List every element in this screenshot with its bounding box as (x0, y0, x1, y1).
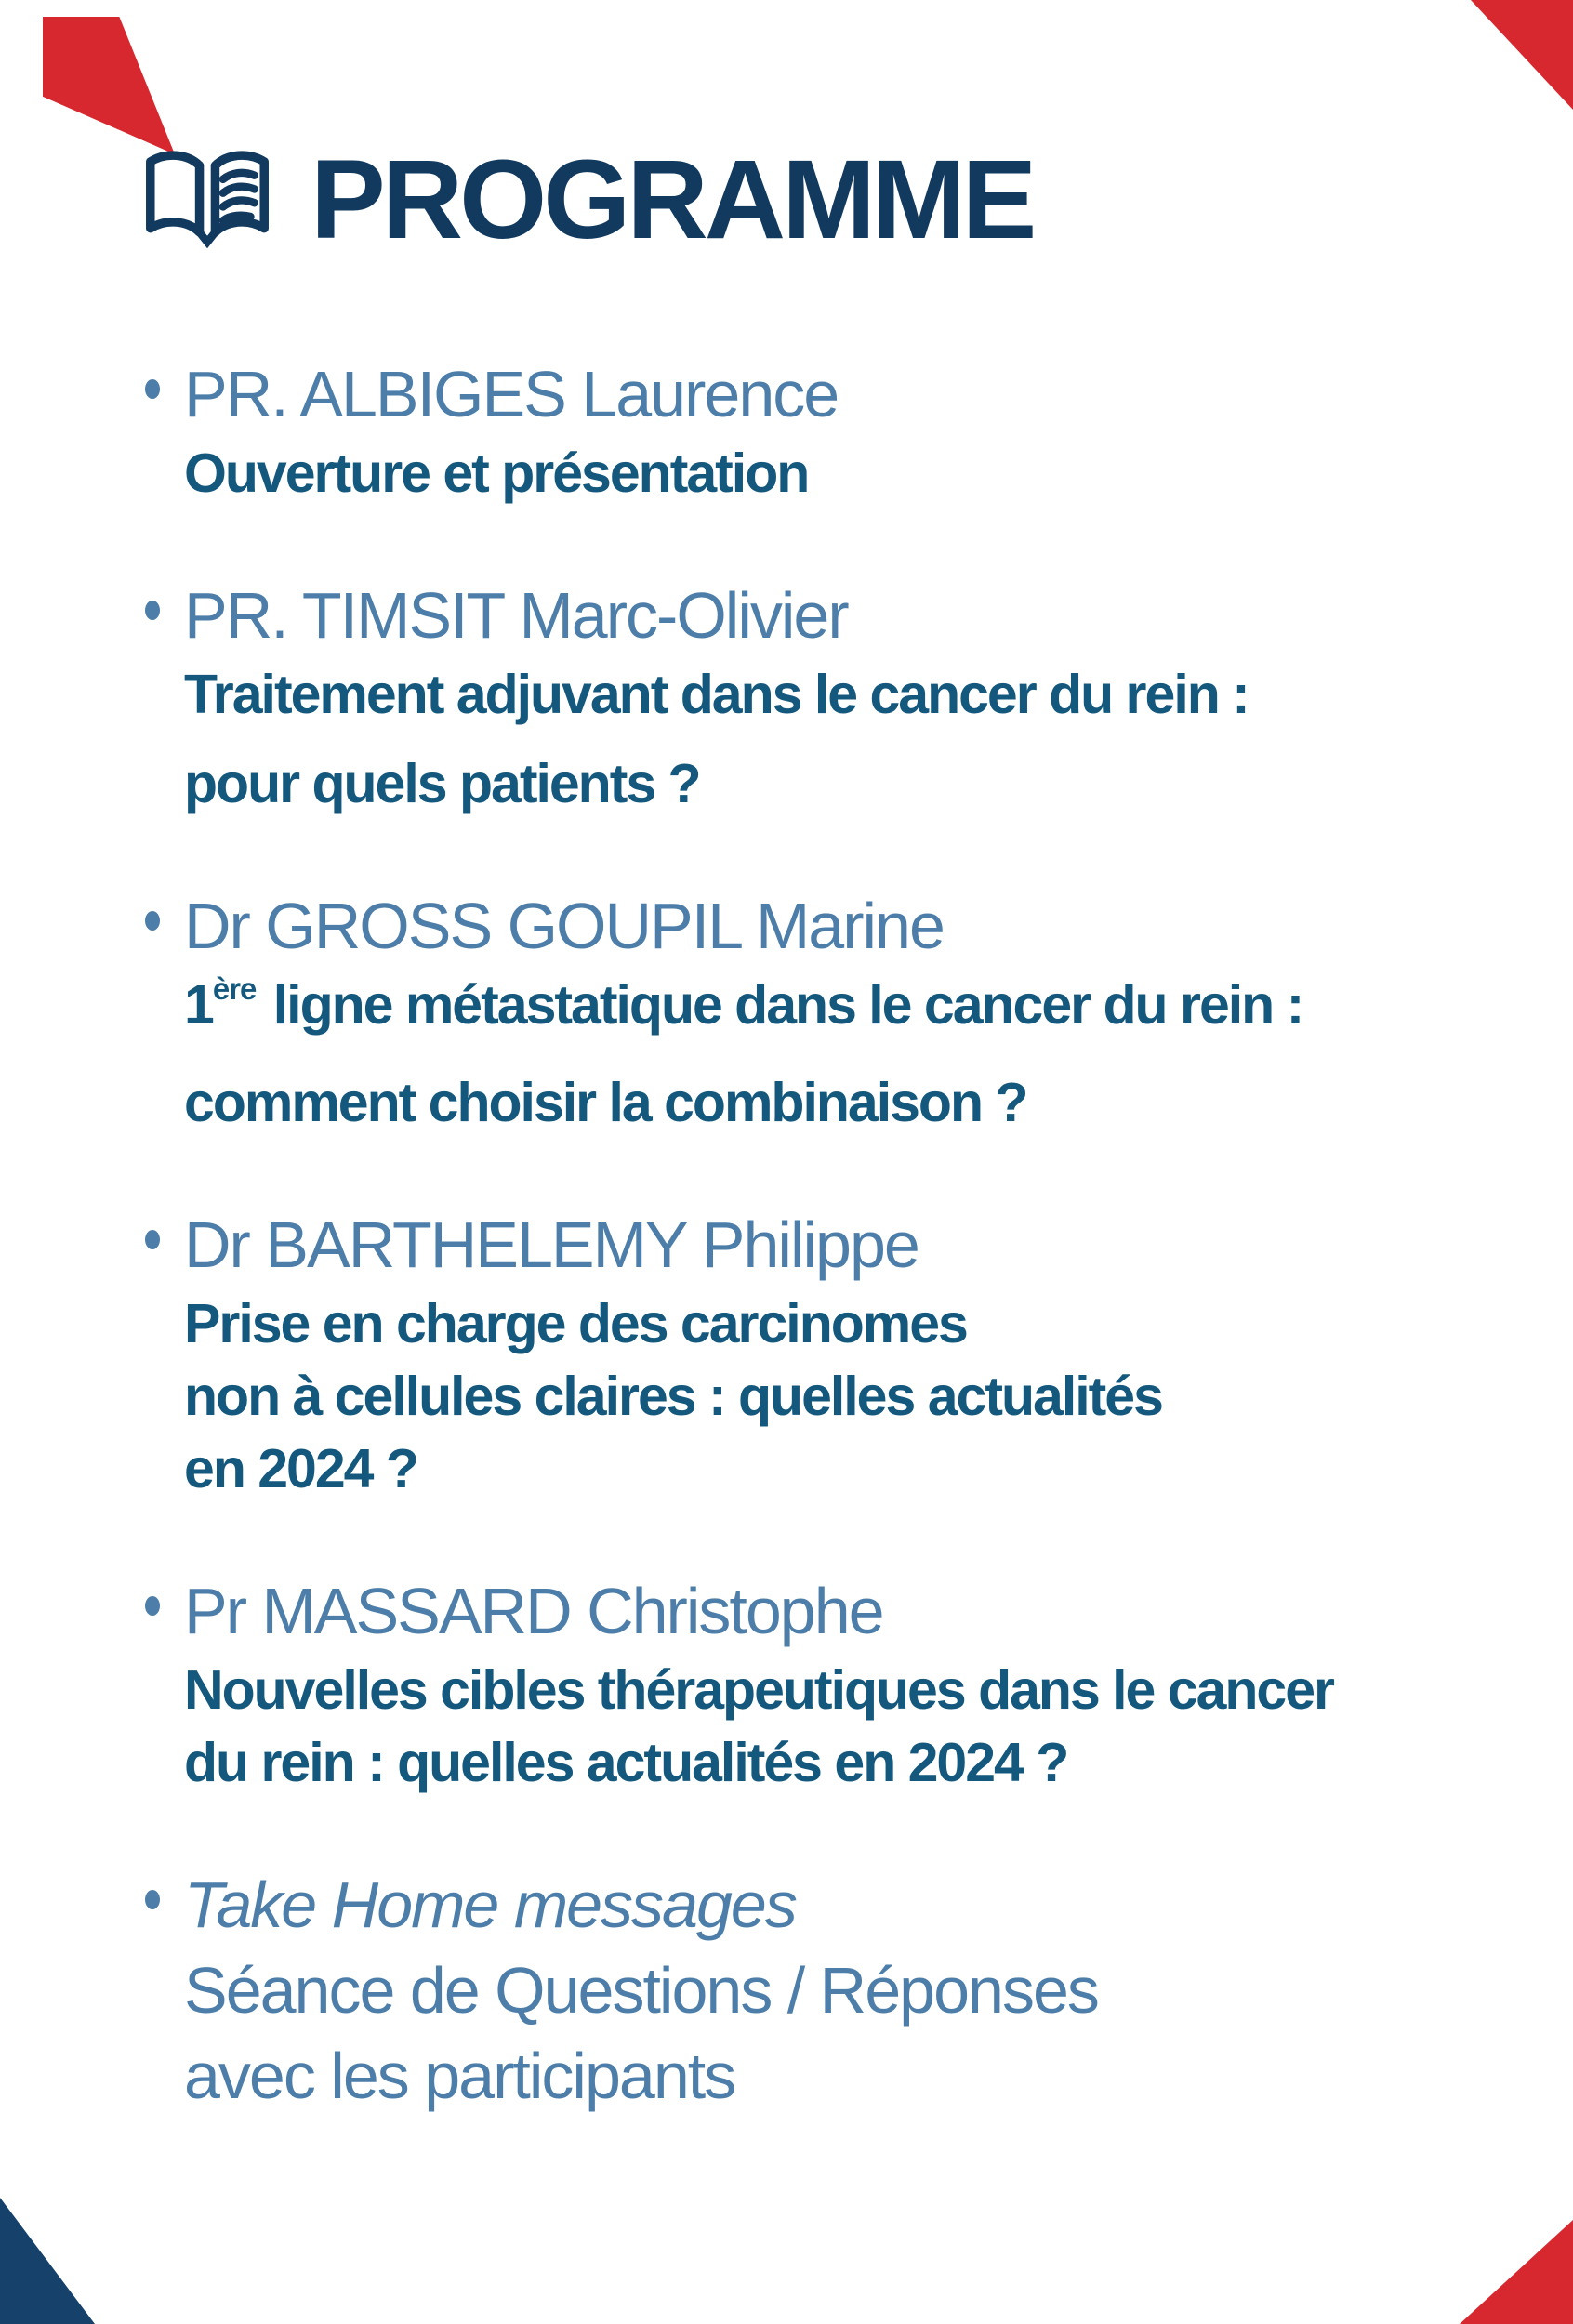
programme-item-massard (139, 1576, 1497, 1799)
talk-title-line: Traitement adjuvant dans le cancer du rein : (184, 664, 1249, 725)
speaker-name: Take Home messages (184, 1868, 796, 1941)
corner-accent-top-right (1471, 0, 1573, 110)
talk-title-line: non à cellules claires : quelles actualités (184, 1366, 1162, 1427)
ordinal-suffix: ère (212, 971, 257, 1006)
programme-item-albiges (139, 359, 1497, 509)
talk-title-line: en 2024 ? (184, 1438, 417, 1499)
bullet-dot-icon (145, 911, 160, 931)
programme-item-take-home (139, 1869, 1497, 2119)
programme-content (139, 138, 1497, 2189)
corner-accent-bottom-left (0, 2198, 95, 2324)
talk-title-line: Prise en charge des carcinomes (184, 1293, 967, 1354)
talk-title-line: Nouvelles cibles thérapeutiques dans le cancer (184, 1659, 1334, 1721)
speaker-name: Pr MASSARD Christophe (184, 1575, 883, 1647)
speaker-name: Dr GROSS GOUPIL Marine (184, 890, 944, 962)
bullet-dot-icon (145, 379, 160, 399)
bullet-dot-icon (145, 1230, 160, 1249)
talk-title-text: ligne métastatique dans le cancer du rein : (259, 974, 1303, 1036)
speaker-name: Dr BARTHELEMY Philippe (184, 1208, 919, 1281)
programme-item-barthelemy (139, 1209, 1497, 1505)
speaker-name: PR. TIMSIT Marc-Olivier (184, 579, 848, 652)
ordinal-number: 1 (184, 974, 213, 1036)
open-book-icon (139, 146, 275, 252)
programme-header (139, 138, 1497, 260)
speaker-name: PR. ALBIGES Laurence (184, 358, 839, 430)
bullet-dot-icon (145, 601, 160, 620)
programme-list (139, 359, 1497, 2119)
bullet-dot-icon (145, 1890, 160, 1909)
closing-line: Séance de Questions / Réponses (184, 1954, 1098, 2027)
corner-accent-top-left (43, 17, 175, 154)
talk-title-line (184, 969, 1497, 1050)
talk-title-line: Ouverture et présentation (184, 442, 809, 504)
programme-item-timsit (139, 580, 1497, 820)
talk-title-line: comment choisir la combinaison ? (184, 1072, 1027, 1133)
closing-line: avec les participants (184, 2040, 735, 2112)
bullet-dot-icon (145, 1596, 160, 1616)
talk-title-line: pour quels patients ? (184, 753, 700, 814)
programme-item-gross-goupil (139, 891, 1497, 1139)
corner-accent-bottom-right (1460, 2220, 1573, 2324)
talk-title-line: du rein : quelles actualités en 2024 ? (184, 1732, 1068, 1793)
page-title: PROGRAMME (311, 136, 1034, 262)
